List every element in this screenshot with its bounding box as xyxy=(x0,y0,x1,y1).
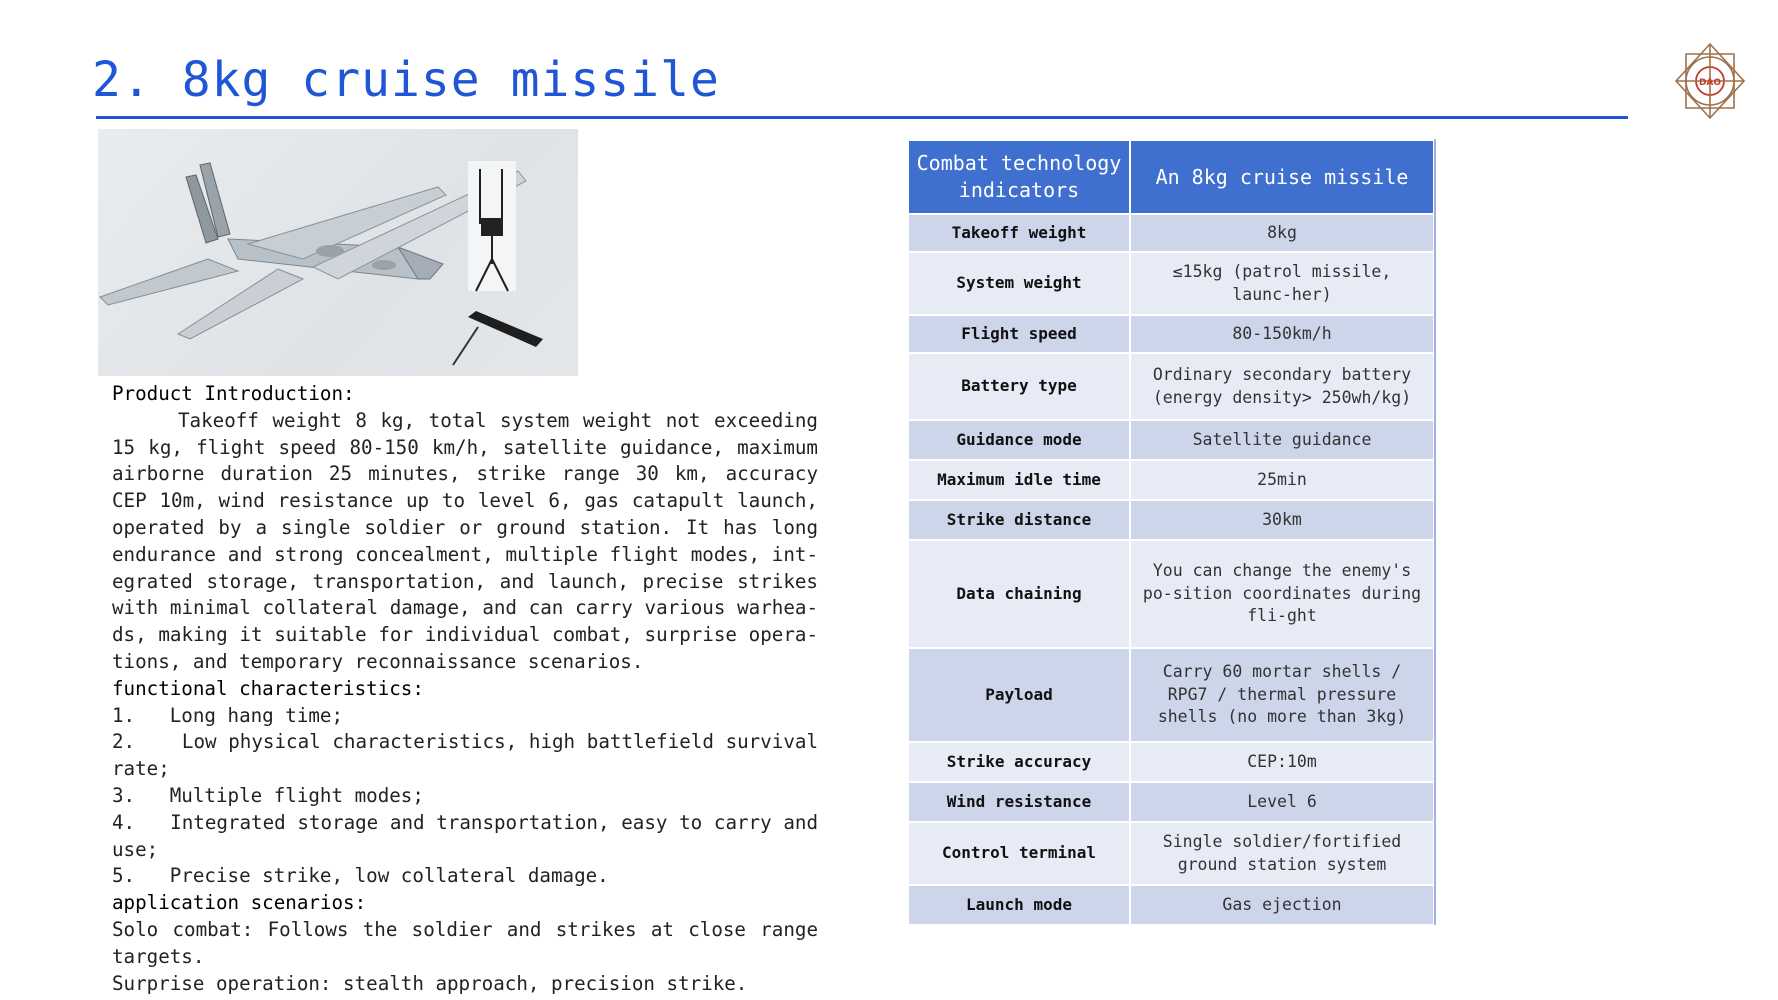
table-row xyxy=(908,460,1434,500)
header-indicators: Combat technology indicators xyxy=(908,140,1130,214)
row-label: Data chaining xyxy=(908,540,1130,648)
row-label: Strike accuracy xyxy=(908,742,1130,782)
logo-text: DAO xyxy=(1698,78,1722,88)
functional-heading: functional characteristics: xyxy=(112,676,424,700)
list-item: 2. Low physical characteristics, high battlefield survival rate; xyxy=(112,730,818,781)
table-row xyxy=(908,742,1434,782)
row-value: 8kg xyxy=(1130,214,1434,252)
missile-illustration xyxy=(100,163,526,339)
scenarios-heading: application scenarios: xyxy=(112,891,367,915)
row-label: Wind resistance xyxy=(908,782,1130,822)
scenarios-section xyxy=(112,890,818,997)
launch-tube-illustration xyxy=(453,311,543,365)
list-item: 1. Long hang time; xyxy=(112,703,344,727)
product-photo xyxy=(98,129,578,376)
row-value: CEP:10m xyxy=(1130,742,1434,782)
row-label: Guidance mode xyxy=(908,420,1130,460)
title-underline xyxy=(96,116,1628,119)
scenario-item: Surprise operation: stealth approach, precision strike. xyxy=(112,971,748,995)
table-row xyxy=(908,315,1434,353)
table-row xyxy=(908,885,1434,925)
header-product: An 8kg cruise missile xyxy=(1130,140,1434,214)
row-label: Strike distance xyxy=(908,500,1130,540)
row-value: 80-150km/h xyxy=(1130,315,1434,353)
table-row xyxy=(908,540,1434,648)
list-item: 3. Multiple flight modes; xyxy=(112,783,424,807)
company-logo xyxy=(1672,40,1748,122)
row-value: Ordinary secondary battery (energy density> 250wh/kg) xyxy=(1130,353,1434,420)
row-value: Satellite guidance xyxy=(1130,420,1434,460)
table-row xyxy=(908,648,1434,742)
row-value: Level 6 xyxy=(1130,782,1434,822)
row-label: Control terminal xyxy=(908,822,1130,885)
page-title: 2. 8kg cruise missile xyxy=(92,52,720,108)
row-label: System weight xyxy=(908,252,1130,315)
scenario-item: Solo combat: Follows the soldier and strikes at close range targets. xyxy=(112,917,818,968)
row-value: You can change the enemy's po-sition coordinates during fli-ght xyxy=(1130,540,1434,648)
row-value: 25min xyxy=(1130,460,1434,500)
row-value: 30km xyxy=(1130,500,1434,540)
table-row xyxy=(908,252,1434,315)
row-label: Flight speed xyxy=(908,315,1130,353)
table-row xyxy=(908,822,1434,885)
list-item: 5. Precise strike, low collateral damage. xyxy=(112,864,609,888)
row-value: Gas ejection xyxy=(1130,885,1434,925)
row-label: Battery type xyxy=(908,353,1130,420)
table-row xyxy=(908,353,1434,420)
intro-body: Takeoff weight 8 kg, total system weight not exceeding 15 kg, flight speed 80-150 km/h, satellite guidance, maximum airborne duration 25 minutes, strike range 30 km, accuracy CEP 10m, wind resistance up to level 6, gas catapult launch, operated by a single soldier or ground station. It has long endurance and strong concealment, multiple flight modes, int-egrated storage, transportation, and launch, precise strikes with minimal collateral damage, and can carry various warhea-ds, making it suitable for individual combat, surprise opera-tions, and temporary reconnaissance scenarios. xyxy=(112,408,818,673)
spec-table xyxy=(907,139,1435,926)
table-row xyxy=(908,782,1434,822)
row-value: Single soldier/fortified ground station system xyxy=(1130,822,1434,885)
product-introduction xyxy=(112,381,818,997)
list-item: 4. Integrated storage and transportation, easy to carry and use; xyxy=(112,810,818,861)
table-row xyxy=(908,500,1434,540)
row-value: Carry 60 mortar shells / RPG7 / thermal pressure shells (no more than 3kg) xyxy=(1130,648,1434,742)
table-row xyxy=(908,420,1434,460)
row-value: ≤15kg (patrol missile, launc-her) xyxy=(1130,252,1434,315)
table-row xyxy=(908,214,1434,252)
functional-list xyxy=(112,703,818,891)
table-header-row xyxy=(908,140,1434,214)
row-label: Payload xyxy=(908,648,1130,742)
row-label: Takeoff weight xyxy=(908,214,1130,252)
row-label: Maximum idle time xyxy=(908,460,1130,500)
row-label: Launch mode xyxy=(908,885,1130,925)
launcher-illustration xyxy=(468,161,516,291)
intro-heading: Product Introduction: xyxy=(112,382,355,405)
